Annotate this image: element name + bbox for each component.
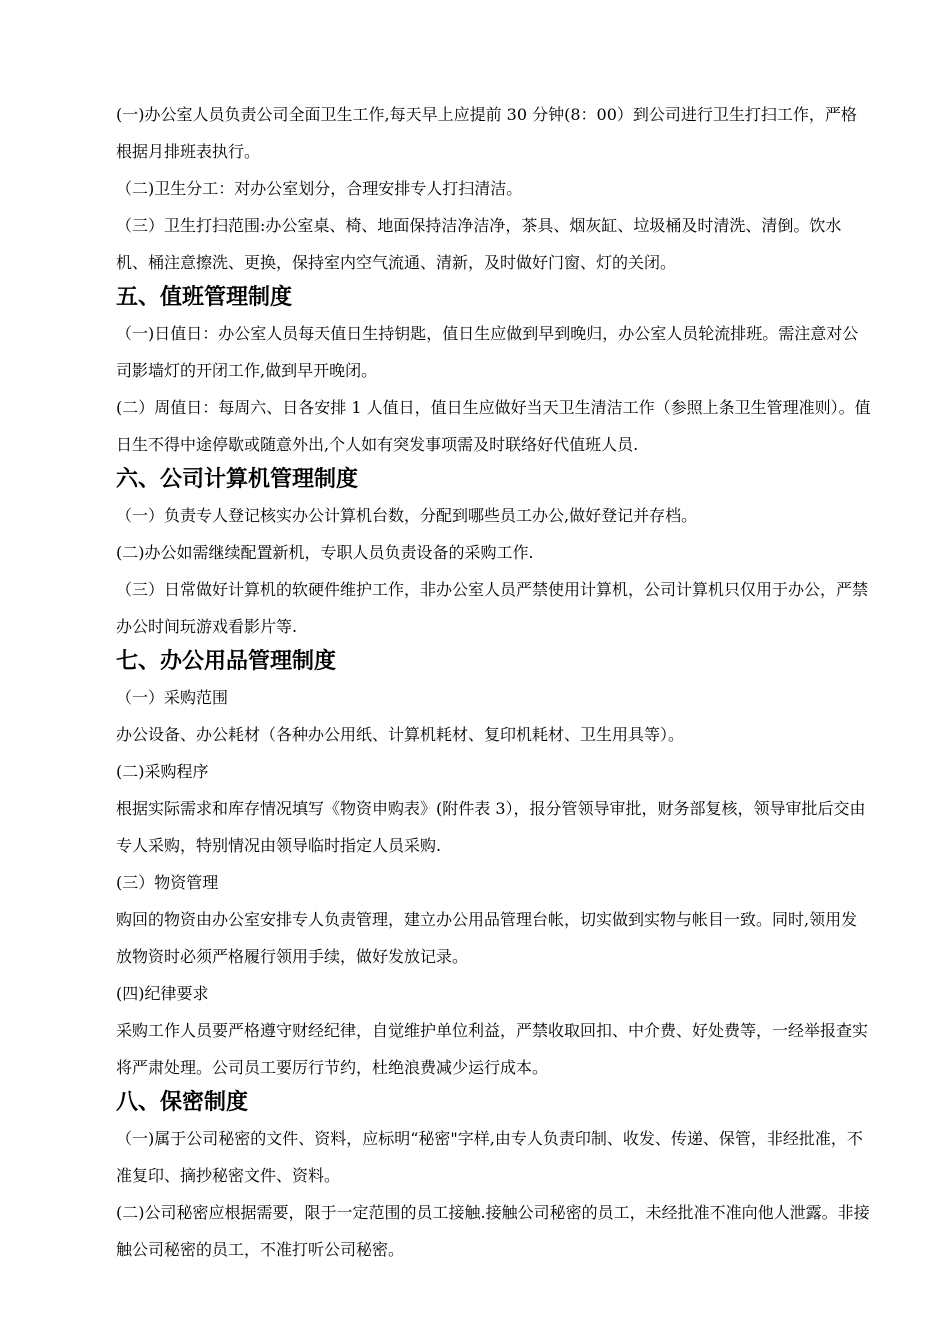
paragraph: (二）周值日：每周六、日各安排 1 人值日，值日生应做好当天卫生清洁工作（参照上条卫生管理准则）。值日生不得中途停歇或随意外出,个人如有突发事项需及时联络好代值班人员. [116, 398, 871, 454]
section-heading: 五、值班管理制度 [116, 285, 293, 310]
paragraph: (一)办公室人员负责公司全面卫生工作,每天早上应提前 30 分钟(8：00）到公司进行卫生打扫工作，严格根据月排班表执行。 [116, 105, 857, 161]
paragraph: 根据实际需求和库存情况填写《物资申购表》(附件表 3），报分管领导审批，财务部复核，领导审批后交由专人采购，特别情况由领导临时指定人员采购. [116, 799, 866, 855]
paragraph: （二)卫生分工：对办公室划分，合理安排专人打扫清洁。 [116, 179, 523, 198]
paragraph: （三）卫生打扫范围:办公室桌、椅、地面保持洁净洁净，茶具、烟灰缸、垃圾桶及时清洗、清倒。饮水机、桶注意擦洗、更换，保持室内空气流通、清新，及时做好门窗、灯的关闭。 [116, 216, 842, 272]
paragraph: 办公设备、办公耗材（各种办公用纸、计算机耗材、复印机耗材、卫生用具等）。 [116, 725, 685, 744]
section-heading: 六、公司计算机管理制度 [116, 467, 359, 492]
document-body [116, 96, 872, 1268]
paragraph: (二)公司秘密应根据需要，限于一定范围的员工接触.接触公司秘密的员工，未经批准不准向他人泄露。非接触公司秘密的员工，不准打听公司秘密。 [116, 1203, 870, 1259]
paragraph: （一）负责专人登记核实办公计算机台数，分配到哪些员工办公,做好登记并存档。 [116, 506, 698, 525]
subsection-label: (三）物资管理 [116, 873, 219, 892]
paragraph: 采购工作人员要严格遵守财经纪律，自觉维护单位利益，严禁收取回扣、中介费、好处费等，一经举报查实将严肃处理。公司员工要厉行节约，杜绝浪费减少运行成本。 [116, 1021, 869, 1077]
paragraph: （一)属于公司秘密的文件、资料，应标明“秘密"字样,由专人负责印制、收发、传递、保管，非经批准，不准复印、摘抄秘密文件、资料。 [116, 1129, 863, 1185]
paragraph: (二)办公如需继续配置新机，专职人员负责设备的采购工作. [116, 543, 534, 562]
section-heading: 八、保密制度 [116, 1090, 249, 1115]
section-heading: 七、办公用品管理制度 [116, 649, 337, 674]
subsection-label: （一）采购范围 [116, 688, 229, 707]
subsection-label: (四)纪律要求 [116, 984, 209, 1003]
paragraph: （一)日值日：办公室人员每天值日生持钥匙，值日生应做到早到晚归，办公室人员轮流排班。需注意对公司影墙灯的开闭工作,做到早开晚闭。 [116, 324, 859, 380]
paragraph: （三）日常做好计算机的软硬件维护工作，非办公室人员严禁使用计算机，公司计算机只仅用于办公，严禁办公时间玩游戏看影片等. [116, 580, 869, 636]
paragraph: 购回的物资由办公室安排专人负责管理，建立办公用品管理台帐，切实做到实物与帐目一致。同时,领用发放物资时必须严格履行领用手续，做好发放记录。 [116, 910, 858, 966]
subsection-label: (二)采购程序 [116, 762, 209, 781]
